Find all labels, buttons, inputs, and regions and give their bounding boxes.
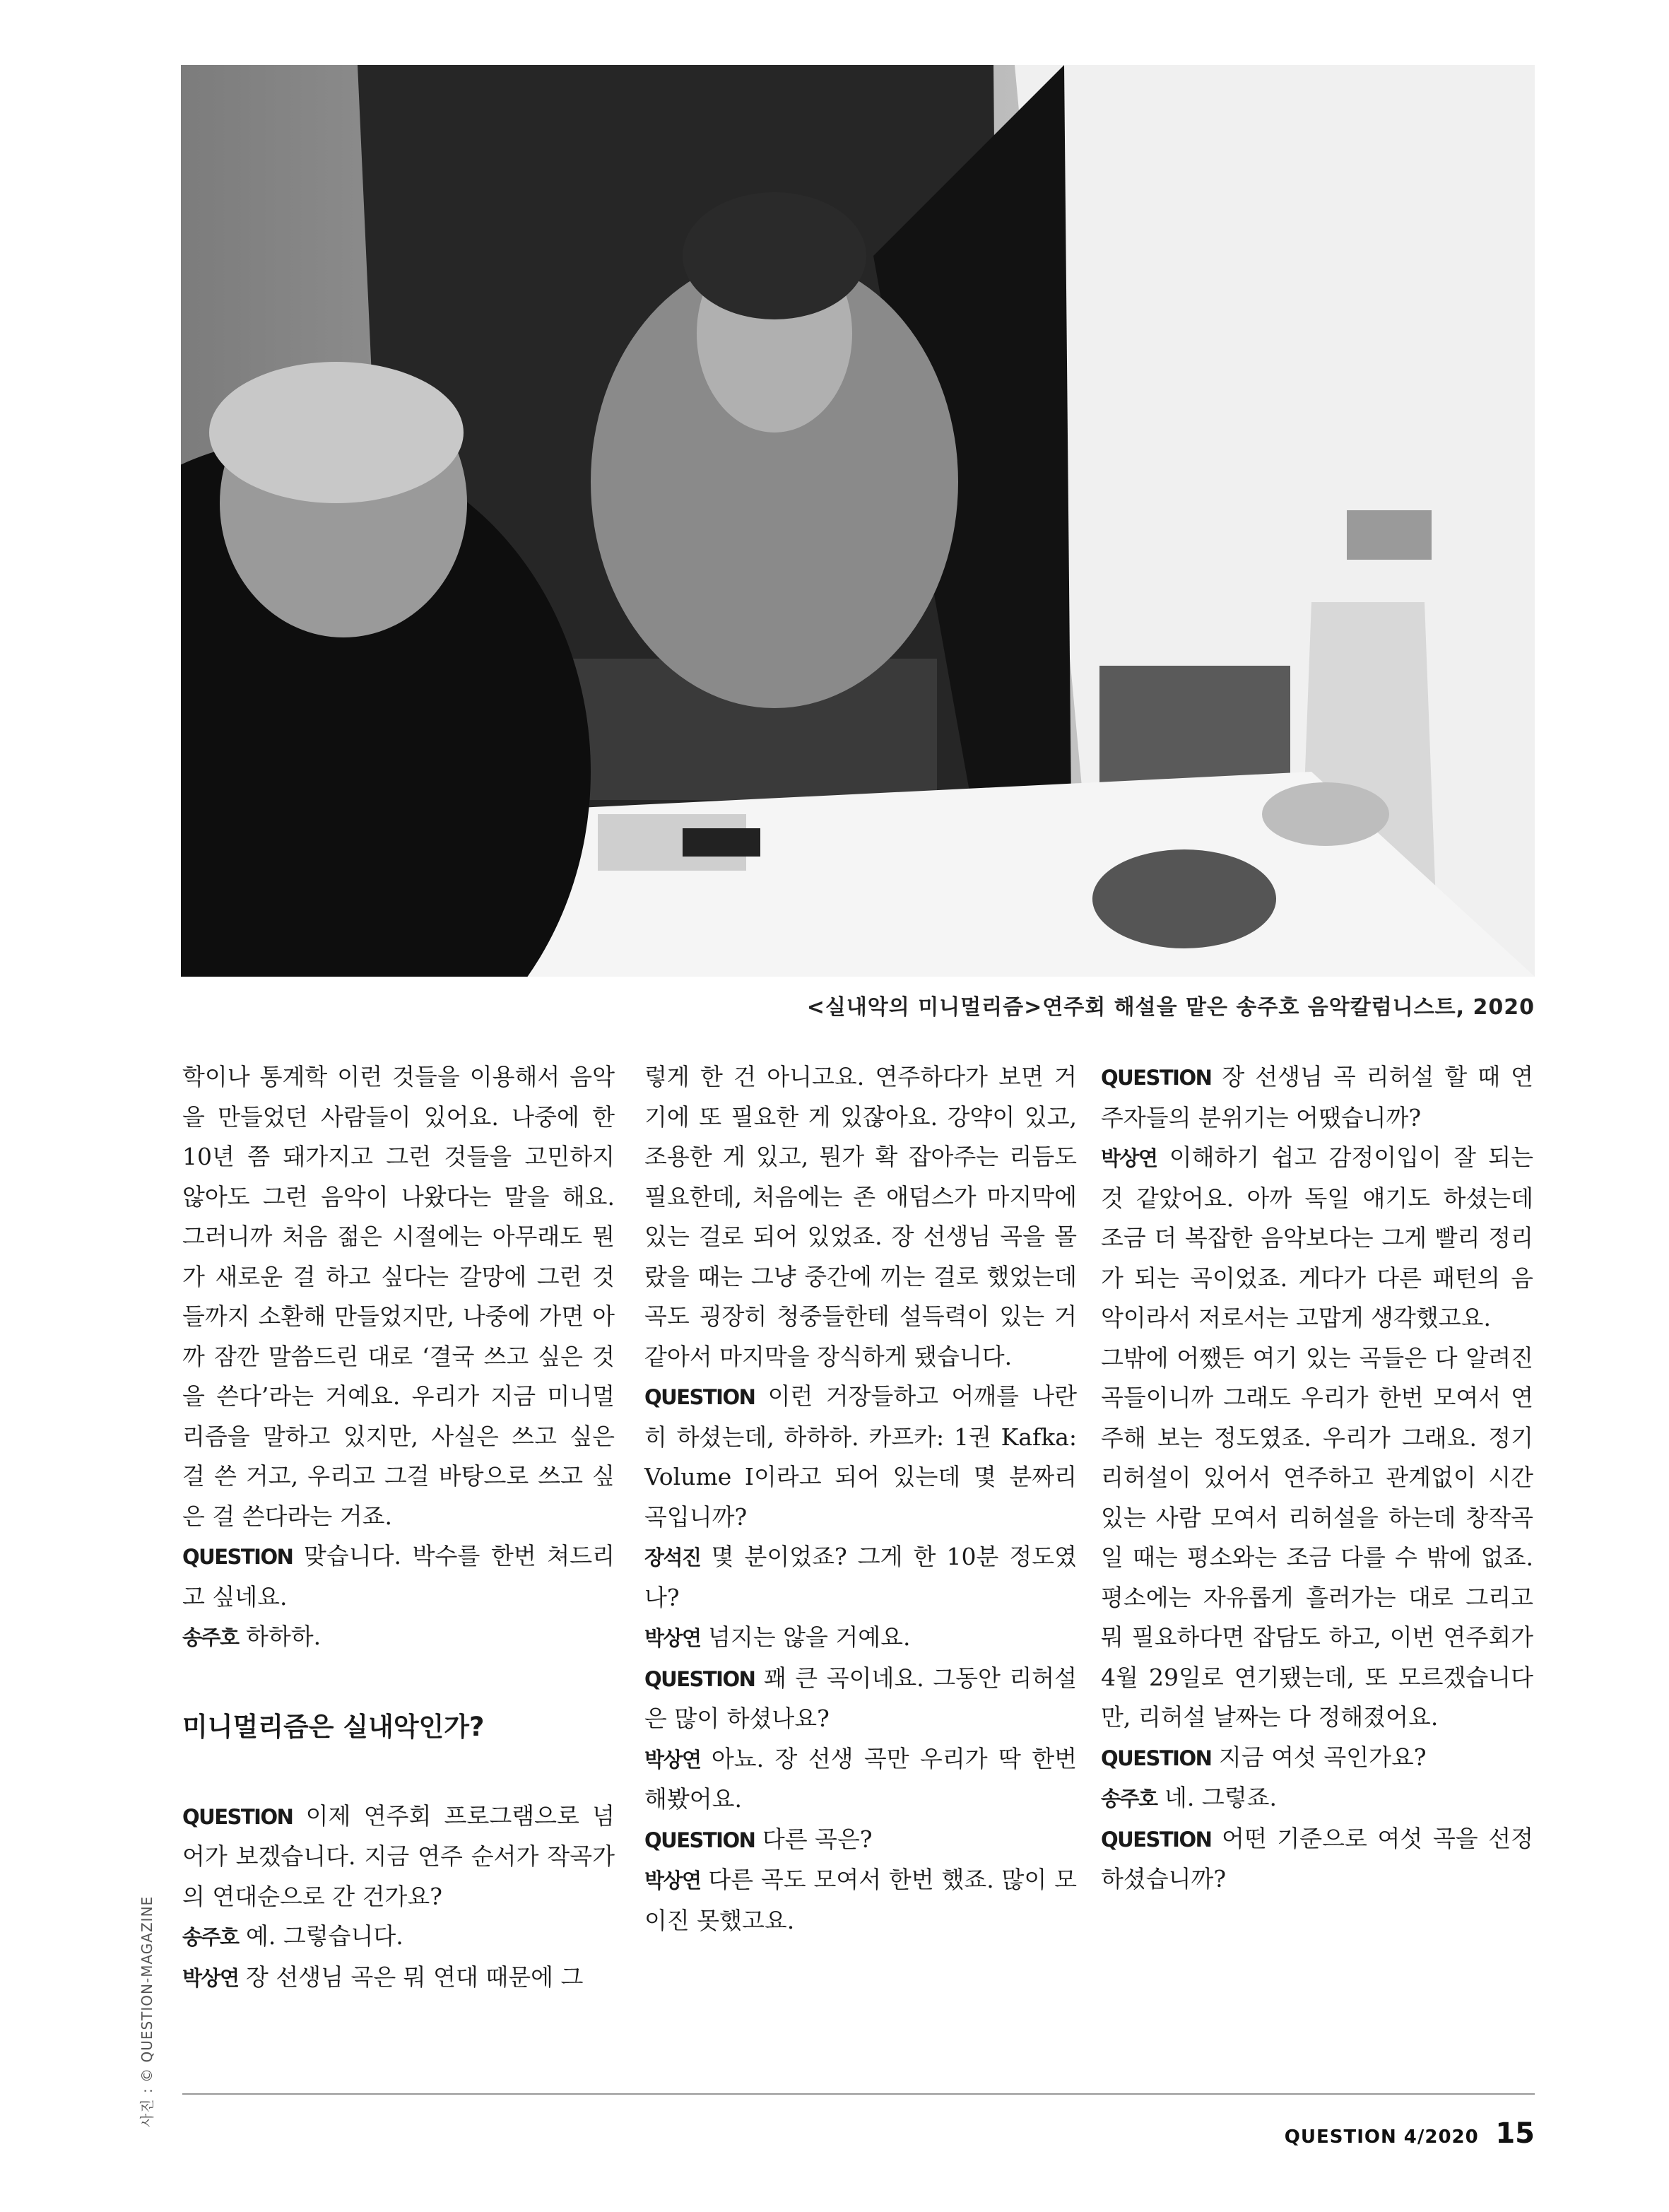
speaker-name: 송주호 [182,1625,239,1649]
speaker-name: 박상연 [1101,1146,1157,1170]
dialogue-text: 장 선생님 곡 리허설 할 때 연주자들의 분위기는 어땠습니까? [1101,1063,1533,1131]
speaker-name: 장석진 [644,1546,701,1570]
dialogue-text: 예. 그렇습니다. [238,1922,403,1950]
page-number: 15 [1495,2117,1535,2150]
speaker-name: QUESTION [644,1828,755,1852]
dialogue-text: 네. 그렇죠. [1157,1784,1278,1811]
dialogue-text: 아뇨. 장 선생 곡만 우리가 딱 한번 해봤어요. [644,1744,1077,1813]
article-column-1 [182,1057,615,1998]
dialogue-line [1101,1138,1533,1339]
dialogue-line [1101,1738,1533,1779]
photo-placeholder-icon [181,65,1535,977]
dialogue-line [182,1617,615,1658]
dialogue-text: 꽤 큰 곡이네요. 그동안 리허설은 많이 하셨나요? [644,1664,1077,1732]
dialogue-line [1101,1057,1533,1138]
article-column-2 [644,1057,1077,1941]
speaker-name: QUESTION [182,1804,293,1829]
speaker-name: QUESTION [1101,1066,1212,1090]
photo-caption: <실내악의 미니멀리즘>연주회 해설을 맡은 송주호 음악칼럼니스트, 2020 [806,995,1535,1020]
dialogue-line [644,1377,1077,1537]
dialogue-text: 다른 곡은? [755,1825,873,1853]
interview-photo [181,65,1535,977]
paragraph: 학이나 통계학 이런 것들을 이용해서 음악을 만들었던 사람들이 있어요. 나중에 한 10년 쯤 돼가지고 그런 것들을 고민하지 않아도 그런 음악이 나왔다는 말을 해요. 그러니까 처음 젊은 시절에는 아무래도 뭔가 새로운 걸 하고 싶다는 갈망에 그런 것들까지 소환해 만들었지만, 나중에 가면 아까 잠깐 말씀드린 대로 ‘결국 쓰고 싶은 것을 쓴다’라는 거예요. 우리가 지금 미니멀리즘을 말하고 있지만, 사실은 쓰고 싶은 걸 쓴 거고, 우리고 그걸 바탕으로 쓰고 싶은 걸 쓴다라는 거죠. [182,1063,615,1530]
photo-credit: 사진 : © QUESTION-MAGAZINE [138,1895,155,2127]
paragraph: 렇게 한 건 아니고요. 연주하다가 보면 거기에 또 필요한 게 있잖아요. 강약이 있고, 조용한 게 있고, 뭔가 확 잡아주는 리듬도 필요한데, 처음에는 존 애덤스가 마지막에 있는 걸로 되어 있었죠. 장 선생님 곡을 몰랐을 때는 그냥 중간에 끼는 걸로 했었는데 곡도 굉장히 청중들한테 설득력이 있는 거 같아서 마지막을 장식하게 됐습니다. [644,1063,1077,1370]
dialogue-line [182,1796,615,1917]
dialogue-line [644,1618,1077,1659]
dialogue-line [644,1739,1077,1820]
speaker-name: 박상연 [644,1869,701,1893]
magazine-issue: QUESTION 4/2020 [1284,2126,1479,2148]
dialogue-line [182,1536,615,1617]
dialogue-text: 장 선생님 곡은 뭐 연대 때문에 그 [238,1963,584,1991]
dialogue-line [644,1860,1077,1941]
dialogue-text: 다른 곡도 모여서 한번 했죠. 많이 모이진 못했고요. [644,1866,1077,1934]
speaker-name: QUESTION [182,1545,293,1569]
footer-divider [182,2093,1535,2095]
dialogue-text: 어떤 기준으로 여섯 곡을 선정하셨습니까? [1101,1824,1533,1893]
dialogue-text: 지금 여섯 곡인가요? [1211,1743,1427,1771]
speaker-name: QUESTION [1101,1827,1212,1852]
dialogue-line [644,1537,1077,1618]
paragraph: 그밖에 어쨌든 여기 있는 곡들은 다 알려진 곡들이니까 그래도 우리가 한번 모여서 연주해 보는 정도였죠. 우리가 그래요. 정기 리허설이 있어서 연주하고 관계없이 시간 있는 사람 모여서 리허설을 하는데 창작곡일 때는 평소와는 조금 다를 수 밖에 없죠. 평소에는 자유롭게 흘러가는 대로 그리고 뭐 필요하다면 잡담도 하고, 이번 연주회가 4월 29일로 연기됐는데, 또 모르겠습니다만, 리허설 날짜는 다 정해졌어요. [1101,1343,1533,1731]
dialogue-line [182,1917,615,1958]
speaker-name: 송주호 [1101,1787,1157,1811]
dialogue-text: 넘지는 않을 거예요. [700,1623,911,1651]
speaker-name: QUESTION [644,1666,755,1691]
speaker-name: QUESTION [644,1385,755,1409]
dialogue-line [1101,1819,1533,1900]
page-footer [1285,2117,1535,2150]
speaker-name: 송주호 [182,1925,239,1949]
dialogue-line [644,1820,1077,1861]
speaker-name: 박상연 [182,1965,239,1990]
dialogue-text: 맞습니다. 박수를 한번 쳐드리고 싶네요. [182,1542,615,1611]
dialogue-line [182,1958,615,1999]
speaker-name: QUESTION [1101,1746,1212,1770]
dialogue-text: 이제 연주회 프로그램으로 넘어가 보겠습니다. 지금 연주 순서가 작곡가의 연대순으로 간 건가요? [182,1801,615,1910]
speaker-name: 박상연 [644,1747,701,1772]
speaker-name: 박상연 [644,1626,701,1650]
dialogue-text: 몇 분이었죠? 그게 한 10분 정도였나? [644,1543,1077,1611]
section-heading: 미니멀리즘은 실내악인가? [182,1711,485,1742]
dialogue-line [644,1659,1077,1739]
dialogue-text: 이런 거장들하고 어깨를 나란히 하셨는데, 하하하. 카프카: 1권 Kafka: Volume I이라고 되어 있는데 몇 분짜리 곡입니까? [644,1382,1077,1531]
dialogue-text: 이해하기 쉽고 감정이입이 잘 되는 것 같았어요. 아까 독일 얘기도 하셨는데 조금 더 복잡한 음악보다는 그게 빨리 정리가 되는 곡이었죠. 게다가 다른 패턴의 음악이라서 저로서는 고맙게 생각했고요. [1101,1143,1533,1331]
dialogue-line [1101,1778,1533,1819]
dialogue-text: 하하하. [238,1623,322,1650]
article-column-3 [1101,1057,1533,1900]
